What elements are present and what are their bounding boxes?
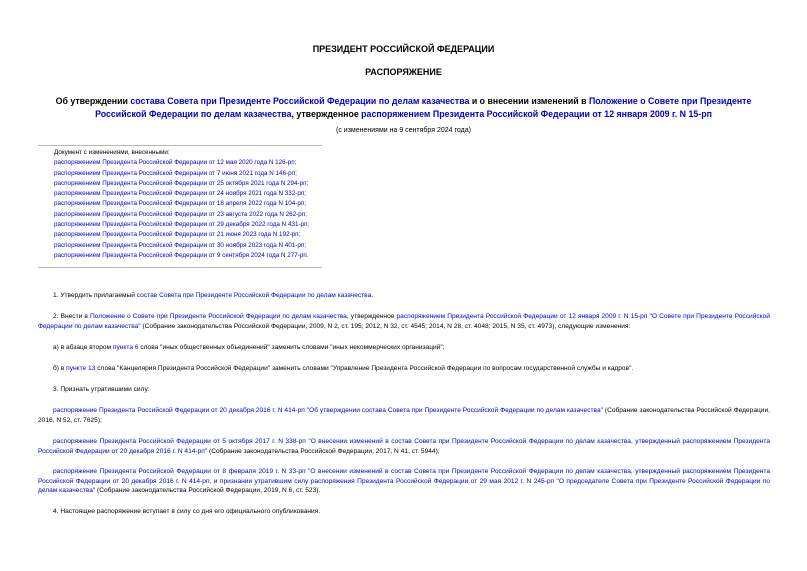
paragraph-4 — [38, 507, 770, 517]
text: (Собрание законодательства Российской Федерации, 2009, N 2, ст. 195; 2012, N 32, ст. 4545; 2014, N 28, ст. 4048; 2015, N 35, ст. 4973), следующие изменения: — [140, 322, 631, 330]
title-link-order[interactable]: распоряжением Президента Российской Федерации от 12 января 2009 г. N 15-рп — [361, 109, 712, 119]
title-text: и о внесении изменений в — [469, 96, 589, 106]
text: 4. Настоящее распоряжение вступает в силу со дня его официального опубликования. — [53, 508, 321, 515]
changes-divider-bottom — [38, 267, 322, 268]
composition-link[interactable]: состав Совета при Президенте Российской Федерации по делам казачества — [136, 292, 372, 299]
text: (Собрание законодательства Российской Федерации, 2019, N 6, ст. 523). — [95, 487, 321, 495]
title-link-regulation[interactable]: Положение о Совете при Президенте Российской Федерации по делам казачества — [95, 96, 752, 119]
text: 2. Внести в — [53, 313, 91, 320]
item-13-link[interactable]: пункте 13 — [66, 365, 96, 372]
paragraph-2b — [38, 364, 770, 374]
paragraph-2a — [38, 343, 770, 353]
text: (Собрание законодательства Российской Федерации, 2016, N 52, ст. 7625); — [38, 407, 770, 424]
text: б) в — [53, 365, 67, 372]
changes-list — [54, 148, 309, 261]
title-text: Об утверждении — [55, 96, 131, 106]
change-link[interactable]: распоряжением Президента Российской Федерации от 25 октября 2021 года N 294-рп; — [54, 179, 309, 187]
text: а) в абзаце втором — [53, 344, 113, 351]
changes-heading: Документ с изменениями, внесенными: — [54, 149, 170, 156]
change-link[interactable]: распоряжением Президента Российской Федерации от 29 декабря 2022 года N 431-рп; — [54, 221, 310, 229]
text: (Собрание законодательства Российской Федерации, 2017, N 41, ст. 5944); — [207, 447, 440, 455]
title-text: , утвержденное — [291, 109, 362, 119]
repealed-item-2 — [38, 437, 770, 456]
change-link[interactable]: распоряжением Президента Российской Федерации от 18 апреля 2022 года N 104-рп; — [54, 200, 306, 208]
repealed-item-3 — [38, 467, 770, 496]
paragraph-3 — [38, 385, 770, 395]
document-type: РАСПОРЯЖЕНИЕ — [365, 67, 442, 77]
change-link[interactable]: распоряжением Президента Российской Федерации от 12 мая 2020 года N 126-рп; — [54, 159, 297, 167]
repealed-item-1 — [38, 406, 770, 425]
president-heading: ПРЕЗИДЕНТ РОССИЙСКОЙ ФЕДЕРАЦИИ — [312, 44, 495, 54]
repealed-link[interactable]: распоряжение Президента Российской Федерации от 20 декабря 2016 г. N 414-рп "Об утверждении состава Совета при Президенте Российской Федерации по делам казачества" — [53, 407, 603, 414]
document-title — [40, 95, 767, 121]
change-link[interactable]: распоряжением Президента Российской Федерации от 24 ноября 2021 года N 332-рп; — [54, 190, 307, 198]
title-link-composition[interactable]: состава Совета при Президенте Российской Федерации по делам казачества — [130, 96, 470, 106]
text: 1. Утвердить прилагаемый — [53, 292, 137, 299]
text: 3. Признать утратившими силу: — [53, 386, 150, 393]
order-link[interactable]: распоряжением Президента Российской Федерации от 12 января 2009 г. N 15-рп "О Совете при Президенте Российской Федерации по делам казачества" — [38, 313, 770, 330]
change-link[interactable]: распоряжением Президента Российской Федерации от 30 ноября 2023 года N 401-рп; — [54, 241, 307, 249]
repealed-link[interactable]: распоряжение Президента Российской Федерации от 5 октября 2017 г. N 338-рп "О внесении изменений в состав Совета при Президенте Российской Федерации по делам казачества, утвержденный распоряжением Президента Российской Федерации от 20 декабря 2016 г. N 414-рп" — [38, 438, 770, 455]
text: , утвержденное — [346, 313, 397, 320]
text: слова "иных общественных объединений" заменить словами "иных некоммерческих организаций"; — [138, 344, 445, 351]
paragraph-1 — [38, 291, 770, 301]
change-link[interactable]: распоряжением Президента Российской Федерации от 9 сентября 2024 года N 277-рп. — [54, 251, 309, 259]
item-6-link[interactable]: пункта 6 — [112, 344, 139, 351]
regulation-link[interactable]: Положение о Совете при Президенте Российской Федерации по делам казачества — [90, 313, 347, 320]
change-link[interactable]: распоряжением Президента Российской Федерации от 23 августа 2022 года N 262-рп; — [54, 210, 307, 218]
change-link[interactable]: распоряжением Президента Российской Федерации от 21 июня 2023 года N 192-рп; — [54, 231, 301, 239]
edition-note: (с изменениями на 9 сентября 2024 года) — [336, 127, 471, 134]
changes-divider-top — [38, 145, 322, 146]
text: слова "Канцелярия Президента Российской Федерации" заменить словами "Управление Президента Российской Федерации по вопросам государственной службы и кадров". — [95, 365, 634, 372]
paragraph-2 — [38, 312, 770, 331]
repealed-link[interactable]: распоряжение Президента Российской Федерации от 8 февраля 2019 г. N 33-рп "О внесении изменений в состав Совета при Президенте Российской Федерации по делам казачества, утвержденный распоряжением Президента Российской Федерации от 20 декабря 2016 г. N 414-рп, и признании утратившим силу распоряжения Президента Российской Федерации от 29 мая 2012 г. N 245-рп "О председателе Совета при Президенте Российской Федерации по делам казачества" — [38, 468, 770, 495]
change-link[interactable]: распоряжением Президента Российской Федерации от 7 июня 2021 года N 146-рп; — [54, 169, 297, 177]
text: . — [371, 292, 374, 299]
